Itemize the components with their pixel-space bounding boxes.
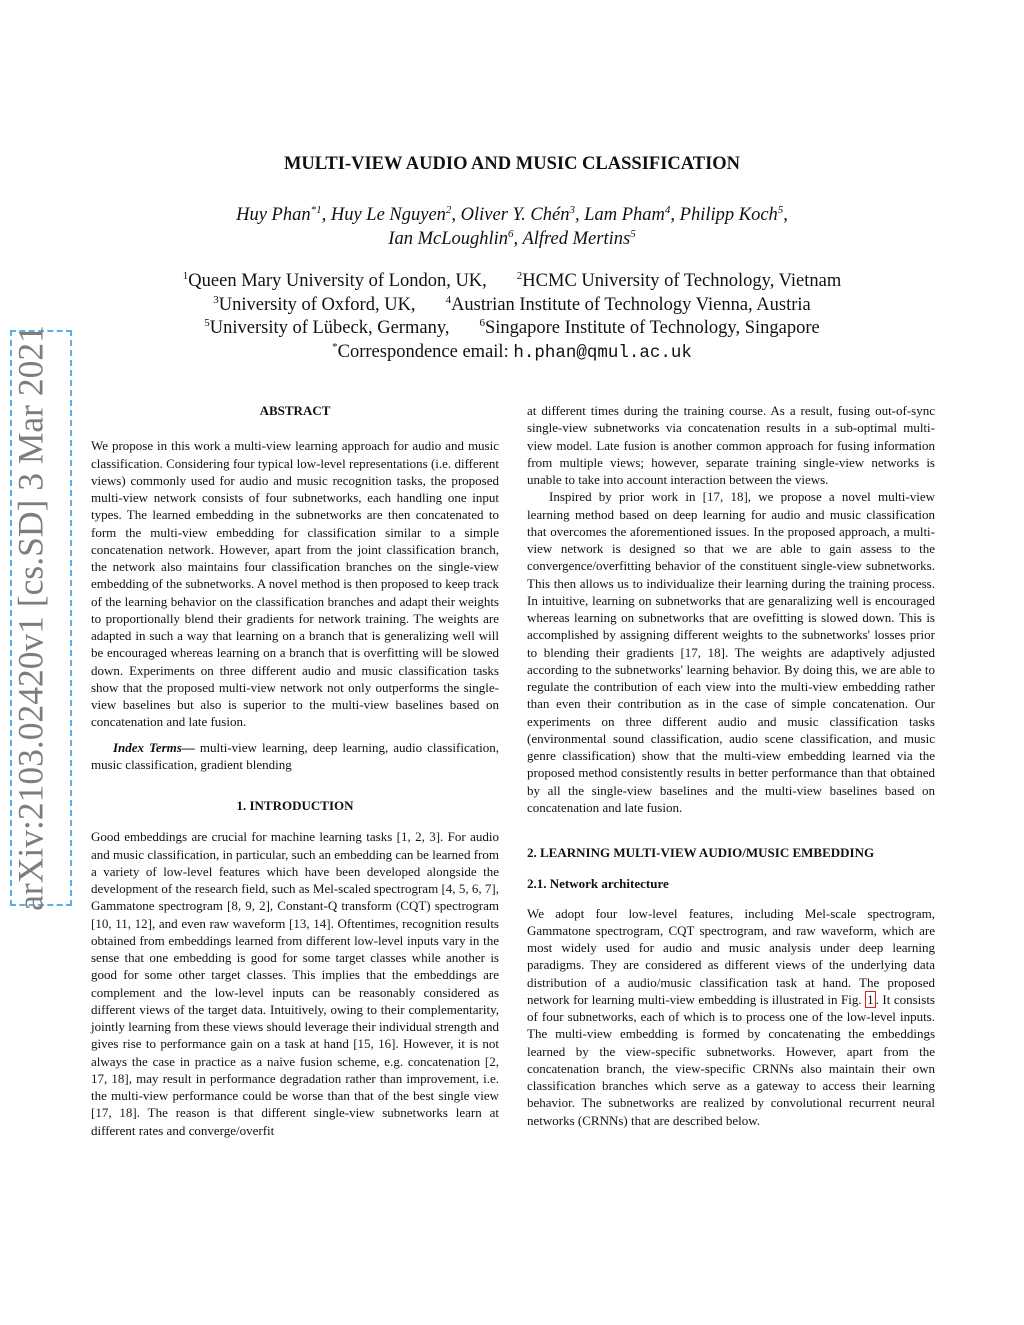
citation-link[interactable]: [15, 16] <box>353 1036 396 1052</box>
figure-link[interactable]: 1 <box>867 991 874 1007</box>
author: Alfred Mertins <box>522 229 631 249</box>
index-terms <box>91 739 499 774</box>
affiliation: University of Lübeck, Germany, <box>209 318 450 338</box>
subsection-2-1-heading: 2.1. Network architecture <box>527 876 669 892</box>
citation-link[interactable]: [17, 18] <box>91 1105 137 1121</box>
section-2-heading: 2. LEARNING MULTI-VIEW AUDIO/MUSIC EMBEDDING <box>527 845 875 860</box>
paper-title: MULTI-VIEW AUDIO AND MUSIC CLASSIFICATION <box>283 154 741 174</box>
affiliation: Austrian Institute of Technology Vienna, Austria <box>451 294 811 315</box>
index-terms-label: Index Terms— <box>113 739 195 755</box>
affiliation-line: $^1$Queen Mary University of London, UK, $^2$HCMC University of Technology, Vietnam <box>182 269 842 291</box>
introduction-paragraph-1-continued: at different times during the training course. As a result, fusing out-of-sync single-view subnetworks via concatenation results in a sub-optimal multi-view model. Late fusion is another common approach for fusing information from multiple views; however, separate training single-view networks is unable to take into account interaction between the views. <box>527 403 935 487</box>
author: Ian McLoughlin <box>388 229 509 249</box>
index-terms-text: multi-view learning, deep learning, audio classification, music classification, gradient blending <box>91 739 499 772</box>
citation-link[interactable]: [4, 5, 6, 7] <box>441 881 496 896</box>
affiliation: Singapore Institute of Technology, Singapore <box>485 318 820 338</box>
author: Oliver Y. Chén <box>460 205 570 225</box>
right-column <box>527 402 935 1129</box>
affiliation: Queen Mary University of London, UK, <box>188 271 487 291</box>
citation-link[interactable]: [10, 11, 12] <box>91 915 152 931</box>
affiliation: HCMC University of Technology, Vietnam <box>522 271 842 291</box>
citation-link[interactable]: [17, 18] <box>702 489 748 505</box>
citation-link[interactable]: [17, 18] <box>680 644 725 660</box>
affiliation-block <box>0 270 1024 365</box>
citation-link[interactable]: [8, 9, 2] <box>227 898 270 914</box>
arxiv-identifier[interactable]: arXiv:2103.02420v1 [cs.SD] 3 Mar 2021 <box>10 325 51 911</box>
affiliation-line: $^5$University of Lübeck, Germany, $^6$Singapore Institute of Technology, Singapore <box>204 316 820 338</box>
affiliation-line: $^3$University of Oxford, UK, $^4$Austrian Institute of Technology Vienna, Austria <box>213 293 811 315</box>
author: Huy Phan <box>236 205 311 225</box>
author: Huy Le Nguyen <box>330 205 446 225</box>
citation-link[interactable]: [2, 17, 18] <box>91 1053 499 1086</box>
author-list <box>0 203 1024 251</box>
author: Philipp Koch <box>679 205 778 225</box>
correspondence-line: *Correspondence email: h.phan@qmul.ac.uk <box>332 340 692 363</box>
author: Lam Pham <box>584 205 665 225</box>
correspondence-email[interactable]: h.phan@qmul.ac.uk <box>513 342 692 363</box>
citation-link[interactable]: [1, 2, 3] <box>396 829 441 845</box>
introduction-heading: 1. INTRODUCTION <box>236 798 354 813</box>
affiliation: University of Oxford, UK, <box>218 294 416 315</box>
left-column <box>91 402 499 1139</box>
abstract-heading: ABSTRACT <box>259 403 331 418</box>
section-2-1-paragraph: We adopt four low-level features, including Mel-scale spectrogram, Gammatone spectrogram, CQT spectrogram, and raw waveform, which are most widely used for audio and music analysis under deep learning paradigms. They are considered as different views of the underlying data distribution of a audio/music classification task at hand. The proposed network for learning multi-view embedding is illustrated in Fig. 1 . It consists of four subnetworks, each of which is to process one of the low-level inputs. The multi-view embedding is formed by concatenating the embeddings learned by the view-specific subnetworks. However, apart from the concatenation branch, the view-specific CRNNs also maintain their own classification branches which serve as a gateway to access their learning behavior. The subnetworks are realized by convolutional recurrent neural networks (CRNNs) that are described below. <box>527 905 935 1128</box>
abstract-text: We propose in this work a multi-view learning approach for audio and music classification. Considering four typical low-level representations (i.e. different views) commonly used for audio and music recognition tasks, the proposed multi-view network consists of four subnetworks, each handling one input types. The learned embedding in the subnetworks are then concatenated to form the multi-view embedding for classification similar to a simple concatenation network. However, apart from the joint classification branch, the network also maintains four classification branches on the single-view embedding of the subnetworks. A novel method is then proposed to keep track of the learning behavior on the classification branches and adapt their weights to proportionally blend their gradients for network training. The weights are adapted in such a way that learning on a branch that is generalizing well will be encouraged whereas learning on a branch that is overfitting will be slowed down. Experiments on three different audio and music classification tasks show that the proposed multi-view network not only outperforms the single-view baselines but also is superior to the multi-view baselines based on concatenation and late fusion. <box>91 438 499 730</box>
author-line-2: Ian McLoughlin$^6$, Alfred Mertins$^5$ <box>388 227 636 249</box>
introduction-paragraph-1: Good embeddings are crucial for machine learning tasks [1, 2, 3]. For audio and music classification, in particular, such an embedding can be learned from a variety of low-level features which have been developed alongside the development of the research field, such as Mel-scaled spectrogram [4, 5, 6, 7], Gammatone spectrogram [8, 9, 2], Constant-Q transform (CQT) spectrogram [10, 11, 12], and even raw waveform [13, 14]. Oftentimes, recognition results obtained from embeddings learned from different low-level inputs vary in the sense that one embedding is good for some target classes while another is good for some other target classes. This implies that the embeddings are complement and the low-level inputs can be reasonably considered as different views of the target data. Intuitively, owing to their complementarity, jointly learning from these views should leverage their individual strength and gives rise to performance gain on a task at hand [15, 16]. However, it is not always the case in practice as a naive fusion scheme, e.g. concatenation [2, 17, 18], may result in performance degradation rather than improvement, i.e. the multi-view performance could be worse than that of the best single view [17, 18]. The reason is that different single-view subnetworks learn at different rates and converge/overfit <box>91 829 499 1138</box>
citation-link[interactable]: [13, 14] <box>289 915 331 931</box>
correspondence-label: Correspondence email: <box>337 341 509 362</box>
author-line-1: Huy Phan$^{*1}$, Huy Le Nguyen$^2$, Oliver Y. Chén$^3$, Lam Pham$^4$, Philipp Koch$^5$, <box>236 203 788 225</box>
introduction-paragraph-2: Inspired by prior work in [17, 18], we propose a novel multi-view learning method based on deep learning for audio and music classification that overcomes the aforementioned issues. In the proposed approach, a multi-view network is designed so that we are able to gain assess to the convergence/overfitting behavior of the constituent single-view subnetworks. This then allows us to individualize their learning during the training process. In intuitive, learning on subnetworks that are genaralizing well is encouraged whereas learning on subnetworks that are ovefitting is slowed down. This is accomplished by assigning different weights to the subnetworks' losses prior to blending their gradients [17, 18]. The weights are adaptively adjusted according to the subnetworks' learning behavior. By doing this, we are able to regulate the contribution of each view into the multi-view embedding rather than even their contribution as in the case of simple concatenation. Our experiments on three different audio and music classification tasks (environmental sound classification, audio scene classification, and music genre classification) show that the multi-view embedding learned via the proposed method consistently results in better performance than that obtained by all the single-view baselines and the multi-view baselines based on concatenation and late fusion. <box>527 489 936 815</box>
